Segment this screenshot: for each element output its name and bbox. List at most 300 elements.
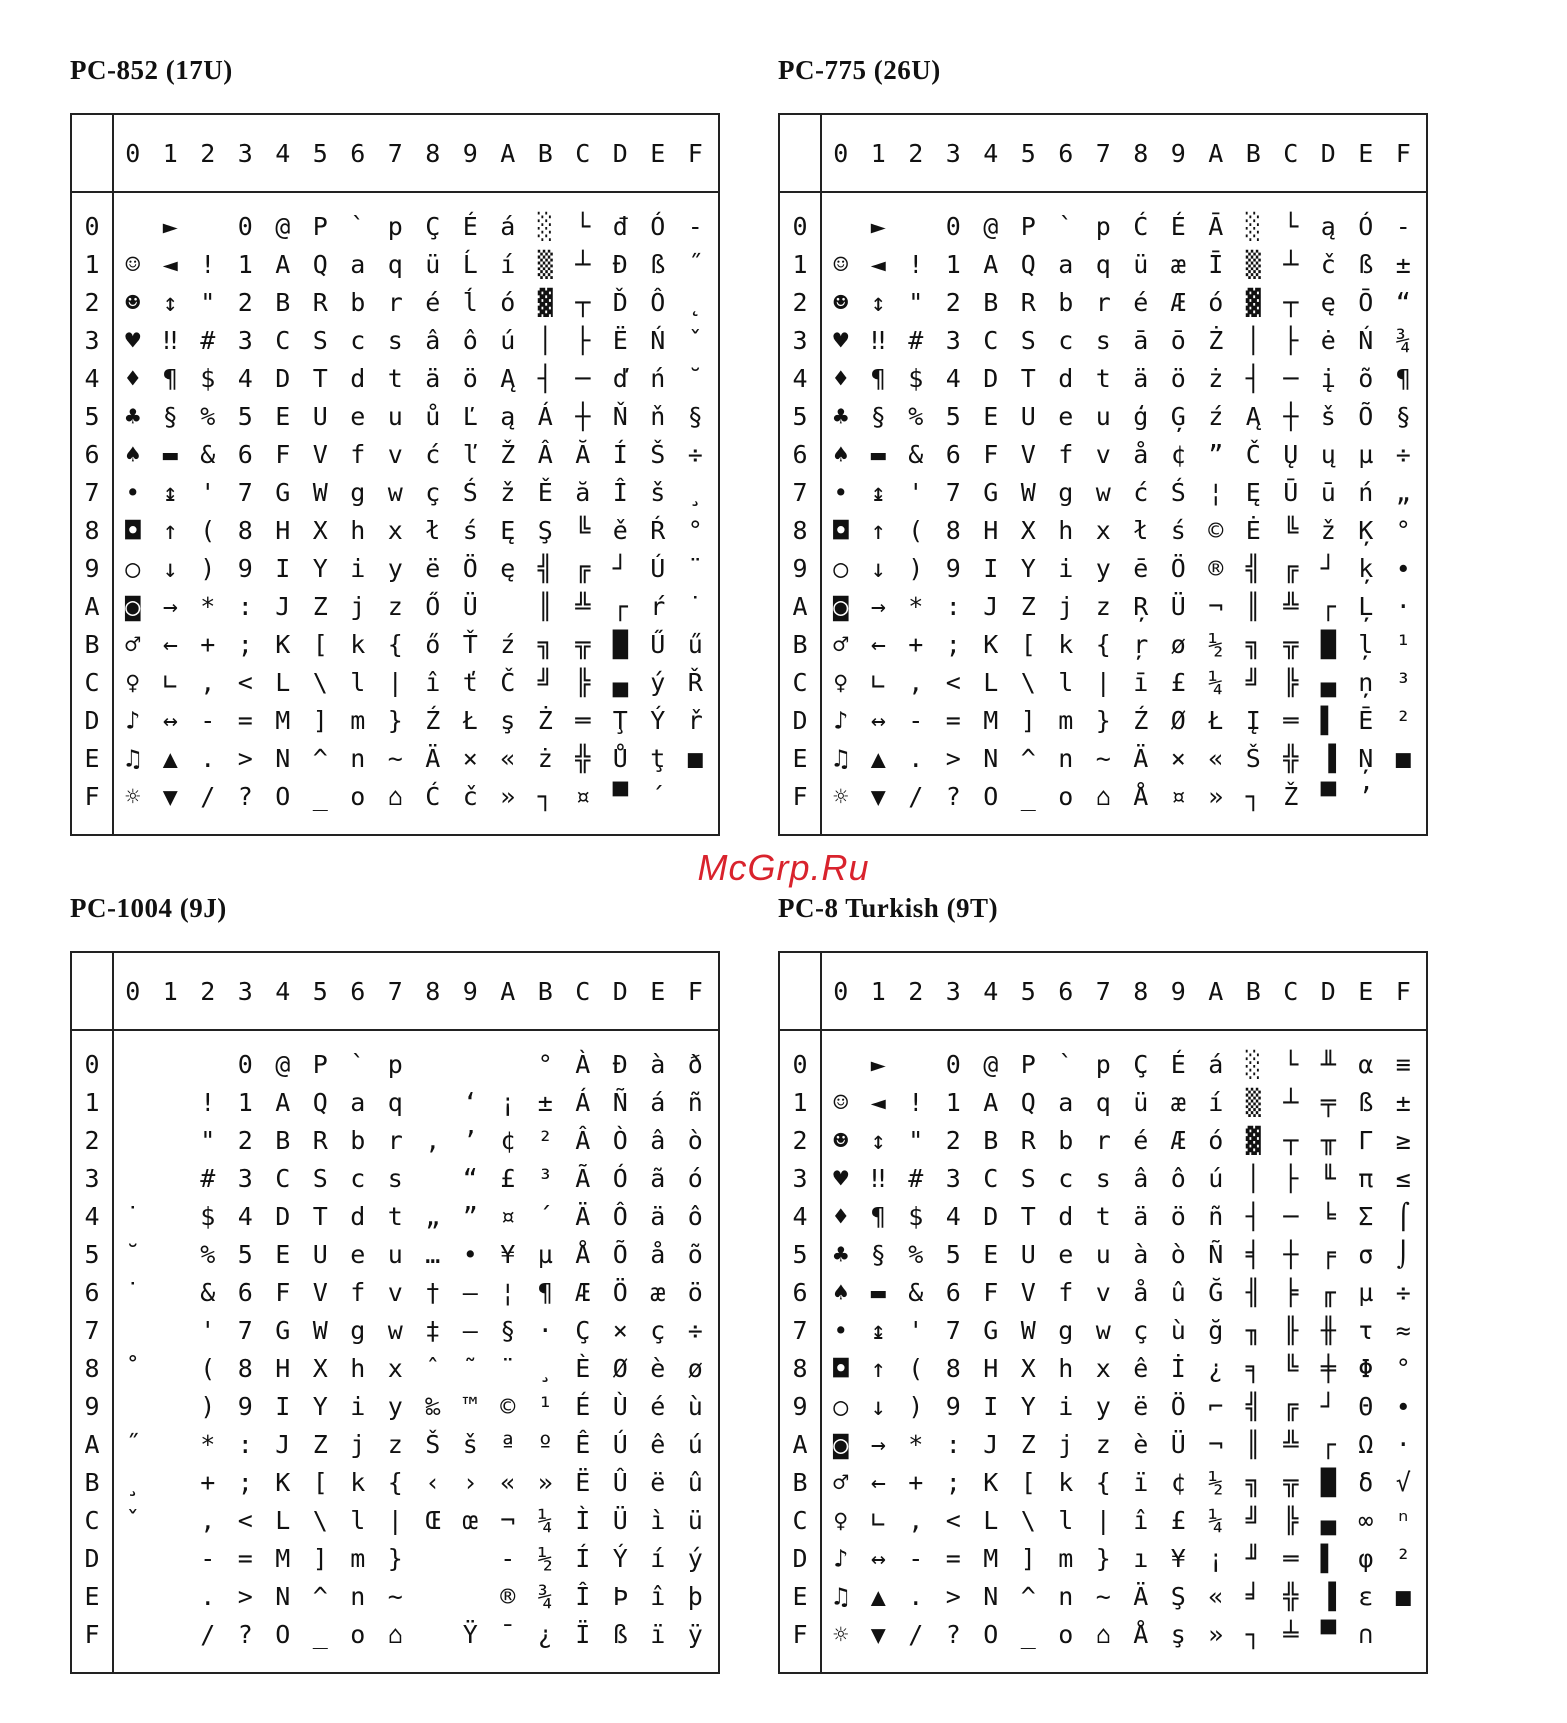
character-cell: œ — [462, 1505, 478, 1535]
row-header-digit: E — [84, 743, 100, 773]
character-cell: ~ — [387, 743, 403, 773]
character-cell: ť — [462, 667, 478, 697]
character-cell: ^ — [312, 1581, 328, 1611]
character-cell: ╓ — [1320, 1277, 1336, 1307]
character-cell: 3 — [945, 1163, 961, 1193]
character-cell: p — [387, 1049, 403, 1079]
character-cell: K — [983, 629, 999, 659]
row-header-digit: 6 — [84, 439, 100, 469]
character-cell: ~ — [1095, 1581, 1111, 1611]
character-cell: M — [275, 705, 291, 735]
character-cell: ? — [237, 781, 253, 811]
character-cell: J — [275, 591, 291, 621]
character-cell: Ė — [1245, 515, 1261, 545]
column-header-digit: D — [1320, 138, 1336, 168]
character-cell: Y — [1020, 1391, 1036, 1421]
character-cell: D — [983, 1201, 999, 1231]
character-cell: D — [275, 1201, 291, 1231]
character-cell: ú — [500, 325, 516, 355]
table-divider-horizontal — [780, 1029, 1426, 1031]
column-header-digit: F — [1395, 138, 1411, 168]
character-cell: d — [1058, 1201, 1074, 1231]
character-cell: 1 — [237, 249, 253, 279]
character-cell: ◙ — [833, 591, 849, 621]
character-cell: ì — [650, 1505, 666, 1535]
character-cell: Ļ — [1358, 591, 1374, 621]
column-header-digit: 3 — [945, 976, 961, 1006]
character-cell: , — [908, 1505, 924, 1535]
character-cell: ý — [687, 1543, 703, 1573]
character-cell: ☺ — [833, 249, 849, 279]
character-cell: 9 — [945, 553, 961, 583]
character-cell: ç — [650, 1315, 666, 1345]
character-cell: ╥ — [1320, 1125, 1336, 1155]
character-cell: = — [237, 1543, 253, 1573]
character-cell: ↕ — [870, 1125, 886, 1155]
character-cell: ` — [350, 211, 366, 241]
row-header-digit: F — [84, 781, 100, 811]
column-header-digit: B — [537, 138, 553, 168]
charset-table-block — [70, 55, 720, 836]
character-cell: Ę — [500, 515, 516, 545]
character-cell: ░ — [537, 211, 553, 241]
character-cell: φ — [1358, 1543, 1374, 1573]
column-header-digit: 8 — [1133, 976, 1149, 1006]
character-cell: £ — [500, 1163, 516, 1193]
character-cell: n — [350, 1581, 366, 1611]
column-header-digit: A — [1208, 138, 1224, 168]
character-cell: ≤ — [1395, 1163, 1411, 1193]
character-cell: ą — [500, 401, 516, 431]
character-cell: ñ — [687, 1087, 703, 1117]
character-cell: L — [983, 667, 999, 697]
character-cell: ▀ — [1320, 1619, 1336, 1649]
character-cell: 3 — [237, 1163, 253, 1193]
character-cell: ä — [650, 1201, 666, 1231]
character-cell: ÷ — [687, 439, 703, 469]
character-cell: Z — [312, 591, 328, 621]
character-cell: ░ — [1245, 1049, 1261, 1079]
character-cell: ╔ — [575, 553, 591, 583]
character-cell: ╕ — [1245, 1353, 1261, 1383]
character-cell: A — [275, 1087, 291, 1117]
character-cell: ð — [687, 1049, 703, 1079]
character-cell: v — [387, 1277, 403, 1307]
character-cell: h — [1058, 515, 1074, 545]
character-cell: ¾ — [537, 1581, 553, 1611]
character-cell: µ — [537, 1239, 553, 1269]
character-cell: f — [350, 1277, 366, 1307]
character-cell: σ — [1358, 1239, 1374, 1269]
character-cell: ö — [687, 1277, 703, 1307]
character-cell: s — [387, 325, 403, 355]
character-cell: ↨ — [870, 477, 886, 507]
character-cell: y — [1095, 1391, 1111, 1421]
character-cell: ō — [1170, 325, 1186, 355]
character-cell: ¦ — [500, 1277, 516, 1307]
character-cell: m — [1058, 1543, 1074, 1573]
character-cell: Ü — [462, 591, 478, 621]
character-cell: ▀ — [612, 781, 628, 811]
character-cell: Ō — [1358, 287, 1374, 317]
character-cell: Đ — [612, 1049, 628, 1079]
character-cell: ´ — [650, 781, 666, 811]
character-cell: 7 — [237, 477, 253, 507]
character-cell: • — [462, 1239, 478, 1269]
character-cell: 6 — [237, 1277, 253, 1307]
character-cell: V — [1020, 1277, 1036, 1307]
character-cell: X — [1020, 1353, 1036, 1383]
character-cell: Í — [575, 1543, 591, 1573]
character-grid — [114, 207, 714, 815]
character-cell: § — [870, 401, 886, 431]
character-cell: - — [908, 1543, 924, 1573]
character-cell: Ū — [1283, 477, 1299, 507]
character-cell: ═ — [1283, 705, 1299, 735]
character-cell: M — [275, 1543, 291, 1573]
character-cell: ▐ — [1320, 743, 1336, 773]
character-cell: % — [908, 401, 924, 431]
character-cell: ¼ — [1208, 1505, 1224, 1535]
character-cell: ® — [1208, 553, 1224, 583]
character-cell: Ü — [1170, 591, 1186, 621]
character-cell: í — [650, 1543, 666, 1573]
character-cell: t — [1095, 1201, 1111, 1231]
character-cell: ╗ — [1245, 629, 1261, 659]
character-cell: Ľ — [462, 401, 478, 431]
character-cell: ↨ — [162, 477, 178, 507]
character-cell: ° — [1395, 515, 1411, 545]
character-cell: ▲ — [870, 1581, 886, 1611]
column-header-digit: 0 — [833, 976, 849, 1006]
character-cell: e — [350, 1239, 366, 1269]
character-cell: ≥ — [1395, 1125, 1411, 1155]
character-cell: Z — [1020, 1429, 1036, 1459]
column-header-digit: 6 — [1058, 138, 1074, 168]
character-cell: ╣ — [537, 553, 553, 583]
character-cell: è — [1133, 1429, 1149, 1459]
character-cell: ¤ — [500, 1201, 516, 1231]
column-header-digit: A — [500, 976, 516, 1006]
character-cell: @ — [275, 211, 291, 241]
character-cell: P — [1020, 211, 1036, 241]
character-cell: © — [500, 1391, 516, 1421]
character-cell: G — [275, 1315, 291, 1345]
character-cell: N — [983, 743, 999, 773]
row-header-digit: D — [792, 1543, 808, 1573]
character-cell: ♂ — [833, 629, 849, 659]
character-cell: ┴ — [575, 249, 591, 279]
character-cell: _ — [312, 1619, 328, 1649]
character-cell: ▓ — [537, 287, 553, 317]
character-cell: ^ — [1020, 743, 1036, 773]
character-cell: • — [125, 477, 141, 507]
character-cell: ► — [870, 211, 886, 241]
character-cell: F — [275, 1277, 291, 1307]
character-cell: = — [945, 705, 961, 735]
character-cell: ■ — [687, 743, 703, 773]
character-cell: Æ — [1170, 287, 1186, 317]
character-cell: ¸ — [125, 1467, 141, 1497]
charset-table-block — [778, 893, 1428, 1674]
character-cell: Ğ — [1208, 1277, 1224, 1307]
character-cell: ² — [537, 1125, 553, 1155]
character-cell: ğ — [1208, 1315, 1224, 1345]
character-cell: I — [275, 1391, 291, 1421]
table-divider-horizontal — [780, 191, 1426, 193]
character-cell: + — [200, 1467, 216, 1497]
character-cell: ¦ — [1208, 477, 1224, 507]
character-cell: ú — [687, 1429, 703, 1459]
column-header-digit: C — [1283, 138, 1299, 168]
column-header-digit: 7 — [387, 138, 403, 168]
character-cell: Q — [312, 1087, 328, 1117]
character-cell: ê — [1133, 1353, 1149, 1383]
character-cell: ń — [1358, 477, 1374, 507]
character-cell: Ú — [612, 1429, 628, 1459]
row-header-digit: F — [792, 1619, 808, 1649]
character-cell: í — [500, 249, 516, 279]
character-cell: ¬ — [500, 1505, 516, 1535]
character-cell: ▓ — [1245, 287, 1261, 317]
character-cell: ¿ — [537, 1619, 553, 1649]
character-cell: Ś — [1170, 477, 1186, 507]
column-header-row — [822, 115, 1422, 191]
character-cell: P — [1020, 1049, 1036, 1079]
character-cell: } — [387, 705, 403, 735]
character-cell: á — [1208, 1049, 1224, 1079]
character-cell: ¥ — [1170, 1543, 1186, 1573]
character-cell: ‼ — [870, 325, 886, 355]
character-cell: ╬ — [575, 743, 591, 773]
character-cell: Ç — [575, 1315, 591, 1345]
character-cell: k — [1058, 629, 1074, 659]
character-cell: w — [1095, 1315, 1111, 1345]
character-cell: ż — [537, 743, 553, 773]
character-cell: £ — [1170, 667, 1186, 697]
character-cell: ┌ — [1320, 1429, 1336, 1459]
character-cell: # — [908, 1163, 924, 1193]
character-cell: z — [1095, 591, 1111, 621]
character-cell: ¹ — [1395, 629, 1411, 659]
character-cell: ◙ — [125, 591, 141, 621]
character-cell: Ý — [650, 705, 666, 735]
character-cell: H — [275, 1353, 291, 1383]
character-cell: ⌐ — [1208, 1391, 1224, 1421]
character-cell: Ú — [650, 553, 666, 583]
character-cell: ô — [462, 325, 478, 355]
character-cell: ż — [1208, 363, 1224, 393]
character-cell: ▒ — [1245, 1087, 1261, 1117]
column-header-digit: 9 — [1170, 976, 1186, 1006]
character-cell: ÿ — [687, 1619, 703, 1649]
character-cell: º — [537, 1429, 553, 1459]
character-cell: ¡ — [500, 1087, 516, 1117]
character-cell: ╗ — [537, 629, 553, 659]
character-cell: ç — [425, 477, 441, 507]
character-cell: " — [200, 1125, 216, 1155]
character-cell: ▼ — [870, 1619, 886, 1649]
row-header-digit: 1 — [792, 1087, 808, 1117]
character-cell: x — [1095, 515, 1111, 545]
character-cell: ├ — [1283, 1163, 1299, 1193]
character-cell: ' — [908, 1315, 924, 1345]
character-cell: / — [908, 1619, 924, 1649]
character-cell: ˝ — [125, 1429, 141, 1459]
character-cell: ' — [200, 477, 216, 507]
character-cell: ░ — [1245, 211, 1261, 241]
character-cell: » — [1208, 1619, 1224, 1649]
character-cell: < — [945, 1505, 961, 1535]
row-header-digit: C — [792, 1505, 808, 1535]
character-cell: ! — [200, 249, 216, 279]
character-cell: { — [1095, 1467, 1111, 1497]
character-cell: 0 — [237, 1049, 253, 1079]
character-cell: 8 — [237, 1353, 253, 1383]
character-cell: O — [275, 1619, 291, 1649]
character-cell: â — [1133, 1163, 1149, 1193]
character-cell: í — [1208, 1087, 1224, 1117]
character-cell: á — [500, 211, 516, 241]
character-cell: ∟ — [162, 667, 178, 697]
character-cell: ↑ — [870, 1353, 886, 1383]
character-cell: ╙ — [1320, 1163, 1336, 1193]
character-cell: ü — [1133, 249, 1149, 279]
character-cell: É — [1170, 211, 1186, 241]
character-cell: ‚ — [425, 1125, 441, 1155]
character-cell: Y — [312, 1391, 328, 1421]
row-header-digit: 1 — [84, 1087, 100, 1117]
character-cell: ♦ — [125, 363, 141, 393]
column-header-digit: B — [1245, 138, 1261, 168]
character-cell: ½ — [1208, 1467, 1224, 1497]
character-cell: ♦ — [833, 1201, 849, 1231]
character-cell: ◙ — [833, 1429, 849, 1459]
column-header-digit: 9 — [1170, 138, 1186, 168]
character-cell: > — [945, 743, 961, 773]
character-cell: 4 — [237, 1201, 253, 1231]
character-cell: » — [537, 1467, 553, 1497]
character-cell: Ì — [575, 1505, 591, 1535]
character-cell: T — [312, 363, 328, 393]
character-cell: 5 — [945, 1239, 961, 1269]
row-header-digit: 5 — [84, 401, 100, 431]
character-cell: ^ — [1020, 1581, 1036, 1611]
row-header-digit: B — [84, 1467, 100, 1497]
character-cell: [ — [1020, 629, 1036, 659]
character-cell: à — [650, 1049, 666, 1079]
character-cell: Ć — [425, 781, 441, 811]
character-cell: j — [1058, 1429, 1074, 1459]
character-cell: j — [350, 1429, 366, 1459]
character-cell: i — [350, 1391, 366, 1421]
character-cell: x — [1095, 1353, 1111, 1383]
character-grid — [822, 1045, 1422, 1653]
character-cell: ∩ — [1358, 1619, 1374, 1649]
character-cell: = — [945, 1543, 961, 1573]
character-cell: Ø — [612, 1353, 628, 1383]
character-cell: Γ — [1358, 1125, 1374, 1155]
character-cell: │ — [1245, 325, 1261, 355]
character-cell: Φ — [1358, 1353, 1374, 1383]
character-cell: x — [387, 1353, 403, 1383]
character-cell: 4 — [945, 1201, 961, 1231]
character-cell: - — [200, 705, 216, 735]
character-cell: U — [1020, 1239, 1036, 1269]
row-header-digit: 0 — [84, 211, 100, 241]
character-cell: ˙ — [125, 1277, 141, 1307]
character-cell: + — [200, 629, 216, 659]
character-cell: T — [1020, 1201, 1036, 1231]
character-cell: ◄ — [162, 249, 178, 279]
column-header-digit: 3 — [945, 138, 961, 168]
character-cell: Ě — [537, 477, 553, 507]
character-cell: 7 — [945, 1315, 961, 1345]
character-cell: I — [275, 553, 291, 583]
character-cell: ╟ — [1283, 1315, 1299, 1345]
column-header-digit: E — [650, 138, 666, 168]
character-cell: ( — [200, 1353, 216, 1383]
table-divider-horizontal — [72, 1029, 718, 1031]
character-cell: w — [1095, 477, 1111, 507]
character-cell: h — [1058, 1353, 1074, 1383]
row-header-digit: 5 — [84, 1239, 100, 1269]
character-cell: ☺ — [833, 1087, 849, 1117]
character-cell: ß — [1358, 249, 1374, 279]
character-cell: J — [983, 591, 999, 621]
character-cell: q — [387, 1087, 403, 1117]
charset-title: PC-775 (26U) — [778, 55, 941, 85]
character-cell: ☻ — [833, 287, 849, 317]
character-cell: $ — [200, 363, 216, 393]
character-cell: ˛ — [687, 287, 703, 317]
character-cell: ╝ — [1245, 1505, 1261, 1535]
character-cell: Ă — [575, 439, 591, 469]
character-cell: Ņ — [1358, 743, 1374, 773]
character-cell: ä — [1133, 1201, 1149, 1231]
character-cell: ♠ — [833, 439, 849, 469]
character-cell: # — [200, 325, 216, 355]
character-cell: Ï — [575, 1619, 591, 1649]
character-cell: [ — [312, 1467, 328, 1497]
character-cell: % — [200, 401, 216, 431]
character-cell: ' — [908, 477, 924, 507]
character-cell: ÷ — [1395, 1277, 1411, 1307]
character-cell: Ź — [425, 705, 441, 735]
character-cell: ⌂ — [387, 781, 403, 811]
character-cell: 9 — [237, 1391, 253, 1421]
character-cell: j — [350, 591, 366, 621]
row-header-digit: E — [792, 1581, 808, 1611]
character-cell: đ — [612, 211, 628, 241]
character-cell: ╔ — [1283, 1391, 1299, 1421]
character-cell: v — [1095, 439, 1111, 469]
row-header-digit: F — [84, 1619, 100, 1649]
character-cell: ε — [1358, 1581, 1374, 1611]
column-header-digit: 6 — [1058, 976, 1074, 1006]
character-cell: ╚ — [575, 515, 591, 545]
character-cell: û — [1170, 1277, 1186, 1307]
character-cell: ♥ — [833, 325, 849, 355]
character-cell: + — [908, 629, 924, 659]
character-cell: t — [387, 363, 403, 393]
character-cell: ¤ — [575, 781, 591, 811]
character-cell: 5 — [945, 401, 961, 431]
character-cell: e — [350, 401, 366, 431]
column-header-digit: 4 — [983, 976, 999, 1006]
character-cell: v — [387, 439, 403, 469]
row-header-digit: A — [792, 1429, 808, 1459]
